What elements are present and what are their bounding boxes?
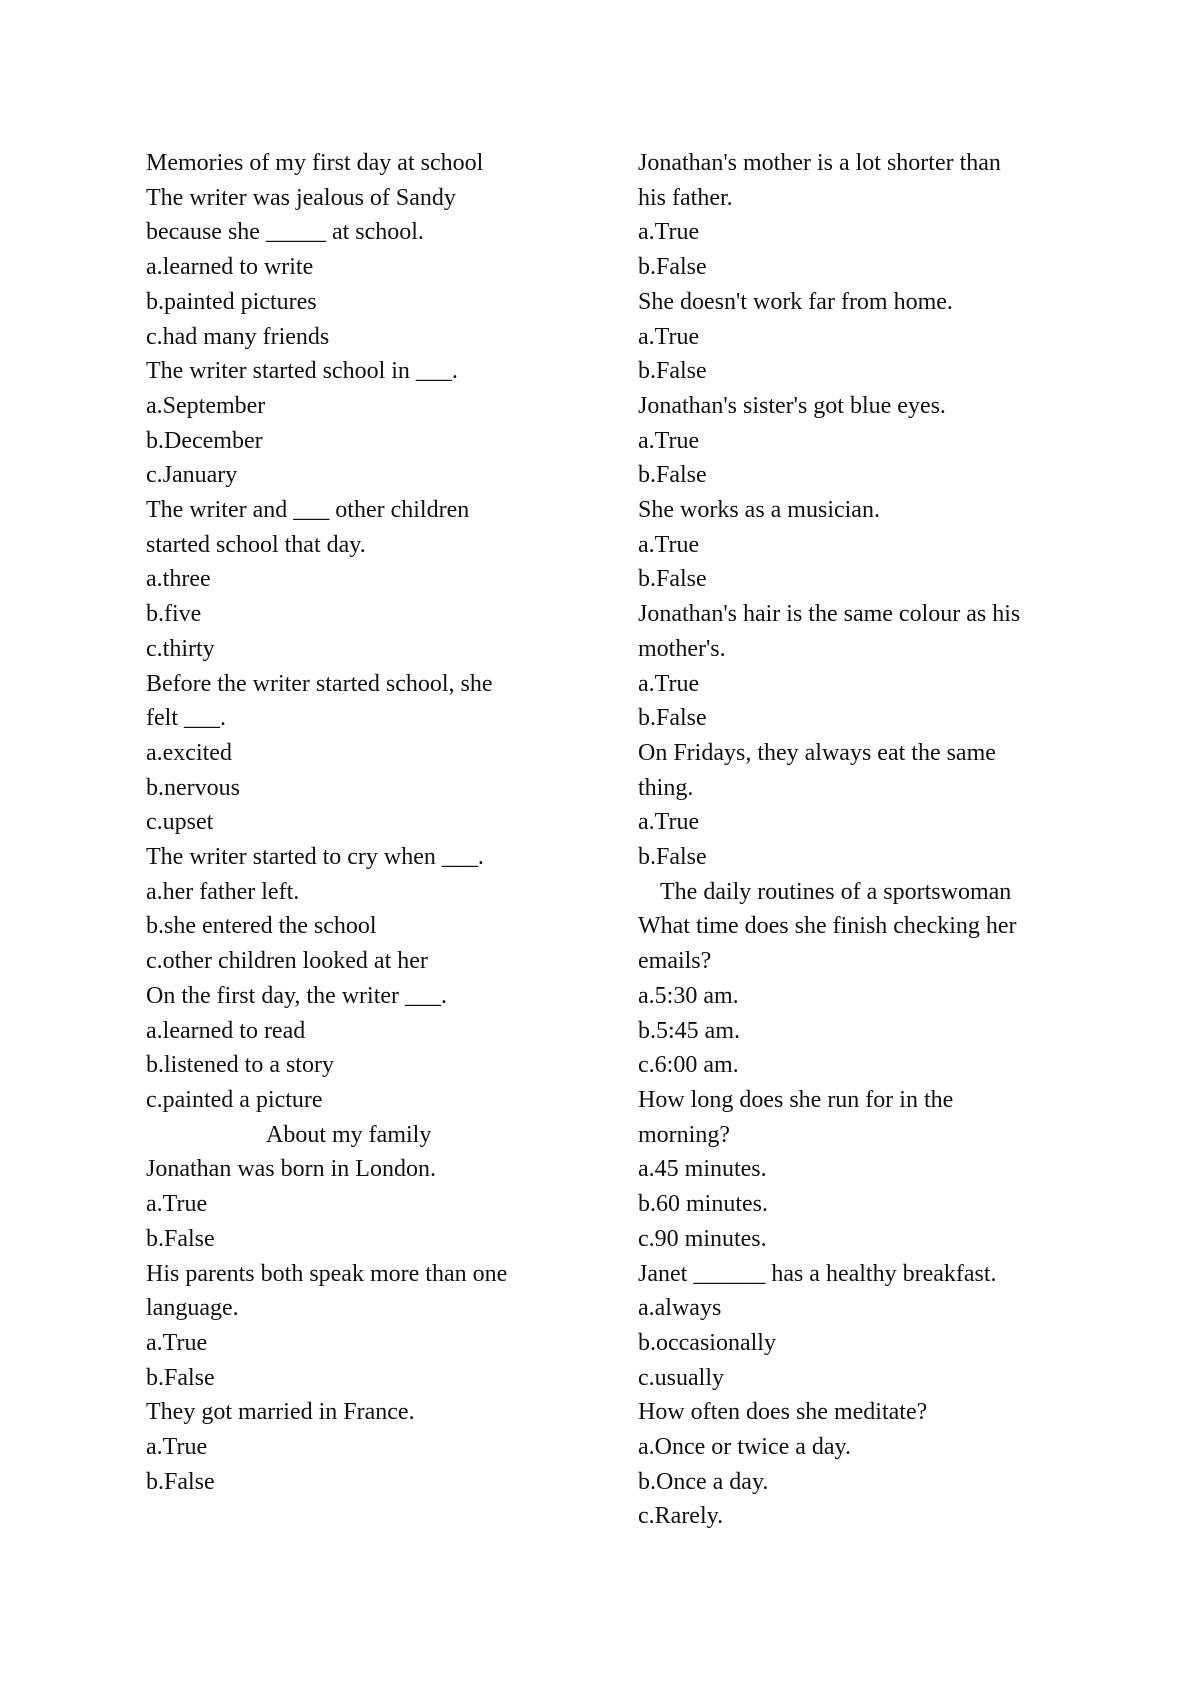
left-column: [146, 146, 576, 1499]
answer-option: a.three: [146, 566, 211, 593]
answer-option: b.Once a day.: [638, 1468, 769, 1495]
answer-option: c.6:00 am.: [638, 1052, 739, 1079]
answer-option: b.occasionally: [638, 1329, 776, 1356]
answer-option: a.45 minutes.: [638, 1156, 767, 1183]
answer-option: c.had many friends: [146, 323, 330, 350]
question-line: She doesn't work far from home.: [638, 288, 953, 315]
question-line: On the first day, the writer ___.: [146, 982, 448, 1009]
question-line: She works as a musician.: [638, 497, 880, 524]
question-line: his father.: [638, 184, 733, 211]
answer-option: b.False: [146, 1364, 215, 1391]
question-line: They got married in France.: [146, 1399, 415, 1426]
section-title-first-day: Memories of my first day at school: [146, 150, 484, 176]
answer-option: c.other children looked at her: [146, 948, 428, 975]
answer-option: b.she entered the school: [146, 913, 377, 940]
question-line: Janet ______ has a healthy breakfast.: [638, 1260, 997, 1287]
answer-option: b.listened to a story: [146, 1052, 334, 1079]
answer-option: a.excited: [146, 739, 232, 766]
question-line: The writer started school in ___.: [146, 358, 458, 385]
answer-option: a.True: [146, 1434, 208, 1461]
answer-option: a.learned to read: [146, 1017, 306, 1044]
question-line: How long does she run for in the: [638, 1086, 954, 1113]
answer-option: b.December: [146, 427, 263, 454]
answer-option: b.False: [638, 462, 707, 489]
question-line: The writer was jealous of Sandy: [146, 184, 456, 211]
answer-option: a.True: [638, 219, 700, 246]
answer-option: b.False: [638, 254, 707, 281]
answer-option: c.painted a picture: [146, 1086, 323, 1113]
answer-option: c.Rarely.: [638, 1503, 724, 1530]
question-line: The writer and ___ other children: [146, 497, 470, 524]
question-line: started school that day.: [146, 531, 366, 558]
answer-option: a.always: [638, 1295, 722, 1322]
answer-option: c.usually: [638, 1364, 724, 1391]
question-line: The writer started to cry when ___.: [146, 844, 484, 871]
answer-option: b.5:45 am.: [638, 1017, 740, 1044]
answer-option: b.False: [638, 358, 707, 385]
answer-option: b.painted pictures: [146, 288, 317, 315]
question-line: language.: [146, 1295, 239, 1322]
answer-option: b.five: [146, 601, 202, 628]
question-line: thing.: [638, 774, 694, 801]
question-line: felt ___.: [146, 705, 226, 732]
question-line: Jonathan was born in London.: [146, 1156, 436, 1183]
answer-option: b.False: [638, 844, 707, 871]
answer-option: c.upset: [146, 809, 214, 836]
answer-option: b.False: [146, 1468, 215, 1495]
answer-option: b.60 minutes.: [638, 1191, 768, 1218]
question-line: How often does she meditate?: [638, 1399, 928, 1426]
answer-option: b.False: [638, 566, 707, 593]
right-column: [638, 146, 1068, 1534]
section-title-family: About my family: [266, 1121, 432, 1148]
question-line: What time does she finish checking her: [638, 913, 1017, 940]
question-line: mother's.: [638, 635, 726, 662]
question-line: Jonathan's hair is the same colour as his: [638, 601, 1021, 628]
section-title-sportswoman: The daily routines of a sportswoman: [660, 878, 1012, 905]
question-line: morning?: [638, 1121, 730, 1148]
question-line: On Fridays, they always eat the same: [638, 739, 996, 766]
answer-option: a.5:30 am.: [638, 982, 739, 1009]
question-line: Jonathan's mother is a lot shorter than: [638, 150, 1001, 176]
answer-option: a.True: [146, 1329, 208, 1356]
answer-option: a.True: [638, 323, 700, 350]
answer-option: a.September: [146, 392, 266, 419]
answer-option: c.90 minutes.: [638, 1225, 767, 1252]
answer-option: b.nervous: [146, 774, 240, 801]
question-line: because she _____ at school.: [146, 219, 424, 246]
answer-option: a.her father left.: [146, 878, 300, 905]
answer-option: a.True: [638, 809, 700, 836]
answer-option: a.True: [146, 1191, 208, 1218]
answer-option: b.False: [146, 1225, 215, 1252]
question-line: emails?: [638, 948, 712, 975]
answer-option: a.True: [638, 427, 700, 454]
question-line: Jonathan's sister's got blue eyes.: [638, 392, 946, 419]
question-line: His parents both speak more than one: [146, 1260, 508, 1287]
answer-option: c.thirty: [146, 635, 215, 662]
answer-option: a.Once or twice a day.: [638, 1434, 851, 1461]
answer-option: b.False: [638, 705, 707, 732]
answer-option: a.learned to write: [146, 254, 314, 281]
answer-option: c.January: [146, 462, 238, 489]
question-line: Before the writer started school, she: [146, 670, 493, 697]
answer-option: a.True: [638, 531, 700, 558]
answer-option: a.True: [638, 670, 700, 697]
